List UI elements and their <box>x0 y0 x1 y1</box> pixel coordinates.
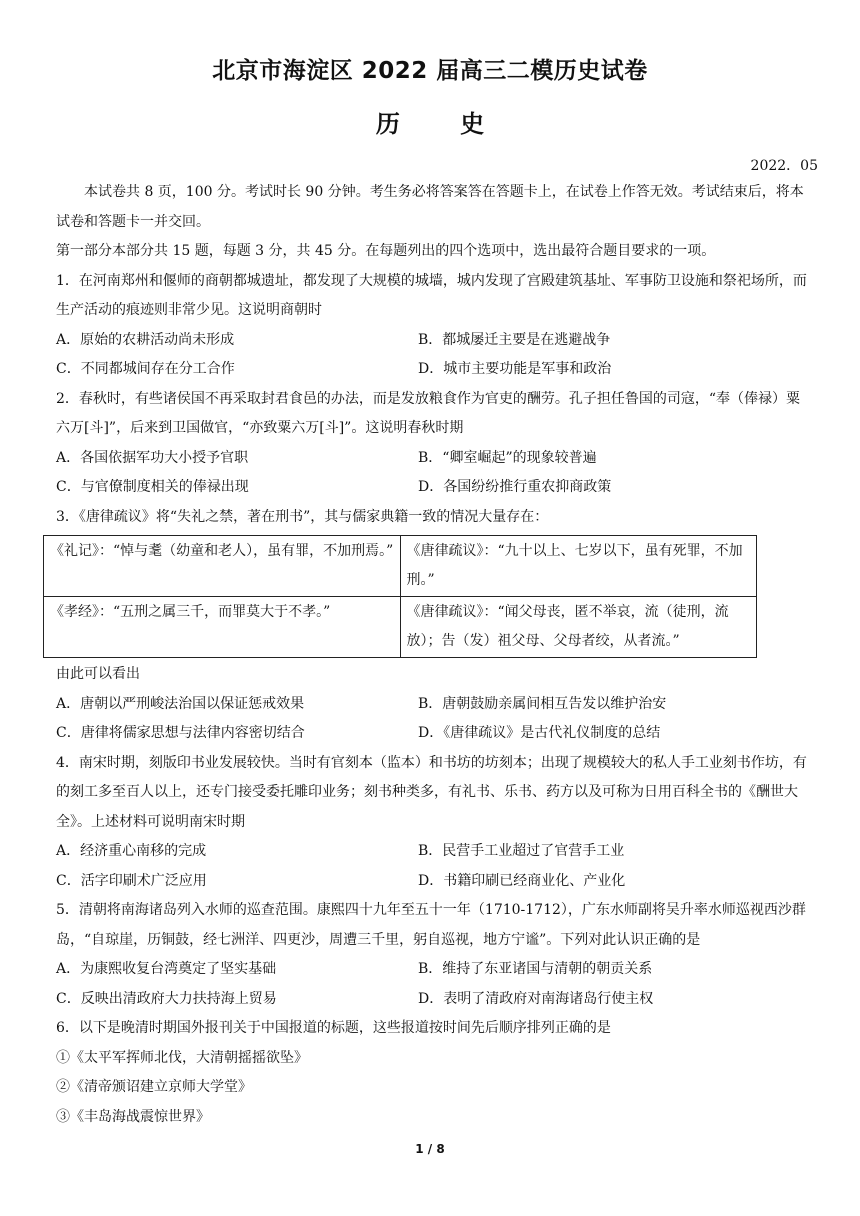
list-item: ①《太平军挥师北伐，大清朝摇摇欲坠》 <box>56 1049 308 1066</box>
table-cell: 《孝经》：“五刑之属三千，而罪莫大于不孝。” <box>44 597 401 658</box>
list-item: ②《清帝颁诏建立京师大学堂》 <box>56 1079 252 1095</box>
question-2-options <box>56 444 812 503</box>
section-heading: 第一部分本部分共 15 题，每题 3 分，共 45 分。在每题列出的四个选项中，选出最符合题目要求的一项。 <box>56 243 716 259</box>
option-d: D．城市主要功能是军事和政治 <box>418 361 612 377</box>
option-d: D．书籍印刷已经商业化、产业化 <box>418 872 626 889</box>
list-item: ③《丰岛海战震惊世界》 <box>56 1108 210 1125</box>
option-c: C．与官僚制度相关的俸禄出现 <box>56 479 249 495</box>
table-row <box>44 597 757 658</box>
option-a: A．为康熙收复台湾奠定了坚实基础 <box>56 961 277 977</box>
option-c: C．反映出清政府大力扶持海上贸易 <box>56 990 277 1007</box>
option-b: B．“卿室崛起”的现象较普遍 <box>418 449 597 466</box>
option-b: B．维持了东亚诸国与清朝的朝贡关系 <box>418 961 653 977</box>
option-a: A．原始的农耕活动尚未形成 <box>56 331 235 348</box>
exam-title: 北京市海淀区 2022 届高三二模历史试卷 <box>212 58 648 84</box>
question-6-stem: 6．以下是晚清时期国外报刊关于中国报道的标题，这些报道按时间先后顺序排列正确的是 <box>56 1020 611 1036</box>
option-a: A．各国依据军功大小授予官职 <box>56 449 249 466</box>
exam-body <box>50 178 812 1132</box>
comparison-table <box>43 535 757 658</box>
question-3-lead: 由此可以看出 <box>56 666 140 682</box>
question-3-options <box>56 690 812 749</box>
question-1-options <box>56 326 812 385</box>
option-a: A．经济重心南移的完成 <box>56 843 207 859</box>
question-4-options <box>56 837 812 896</box>
question-2-stem: 2．春秋时，有些诸侯国不再采取封君食邑的办法，而是发放粮食作为官吏的酬劳。孔子担任鲁国的司寇，“奉（俸禄）粟六万[斗]”，后来到卫国做官，“亦致粟六万[斗]”。这说明春秋时期 <box>56 390 801 436</box>
exam-date: 2022．05 <box>750 158 818 174</box>
table-row <box>44 536 757 597</box>
question-4-stem: 4．南宋时期，刻版印书业发展较快。当时有官刻本（监本）和书坊的坊刻本；出现了规模较大的私人手工业刻书作坊，有的刻工多至百人以上，还专门接受委托雕印业务；刻书种类多，有礼书、乐书、药方以及可称为日用百科全书的《酬世大全》。上述材料可说明南宋时期 <box>56 754 807 830</box>
option-d: D．《唐律疏议》是古代礼仪制度的总结 <box>418 725 661 741</box>
option-d: D．各国纷纷推行重农抑商政策 <box>418 479 612 495</box>
table-cell: 《唐律疏议》：“九十以上、七岁以下，虽有死罪，不加刑。” <box>400 536 757 597</box>
option-c: C．唐律将儒家思想与法律内容密切结合 <box>56 725 305 741</box>
option-a: A．唐朝以严刑峻法治国以保证惩戒效果 <box>56 695 305 712</box>
option-d: D．表明了清政府对南海诸岛行使主权 <box>418 990 654 1007</box>
option-c: C．不同都城间存在分工合作 <box>56 361 235 377</box>
question-3-stem: 3．《唐律疏议》将“失礼之禁，著在刑书”，其与儒家典籍一致的情况大量存在： <box>56 508 549 525</box>
option-c: C．活字印刷术广泛应用 <box>56 872 207 889</box>
table-cell: 《唐律疏议》：“闻父母丧，匿不举哀，流（徒刑，流放）；告（发）祖父母、父母者绞，从者流。” <box>400 597 757 658</box>
subject-title: 历 史 <box>375 110 485 138</box>
option-b: B．唐朝鼓励亲属间相互告发以维护治安 <box>418 695 667 712</box>
question-5-stem: 5．清朝将南海诸岛列入水师的巡查范围。康熙四十九年至五十一年（1710-1712），广东水师副将吴升率水师巡视西沙群岛，“自琼崖，历铜鼓，经七洲洋、四更沙，周遭三千里，躬自巡视，地方宁谧”。下列对此认识正确的是 <box>56 902 806 948</box>
question-5-options <box>56 955 812 1014</box>
option-b: B．都城屡迁主要是在逃避战争 <box>418 331 611 348</box>
option-b: B．民营手工业超过了官营手工业 <box>418 843 625 859</box>
table-cell: 《礼记》：“悼与耄（幼童和老人），虽有罪，不加刑焉。” <box>44 536 401 597</box>
page-number: 1 / 8 <box>415 1142 445 1156</box>
question-1-stem: 1．在河南郑州和偃师的商朝都城遗址，都发现了大规模的城墙，城内发现了宫殿建筑基址、军事防卫设施和祭祀场所，而生产活动的痕迹则非常少见。这说明商朝时 <box>56 272 807 318</box>
instructions: 本试卷共 8 页，100 分。考试时长 90 分钟。考生务必将答案答在答题卡上，在试卷上作答无效。考试结束后，将本试卷和答题卡一并交回。 <box>56 184 804 230</box>
